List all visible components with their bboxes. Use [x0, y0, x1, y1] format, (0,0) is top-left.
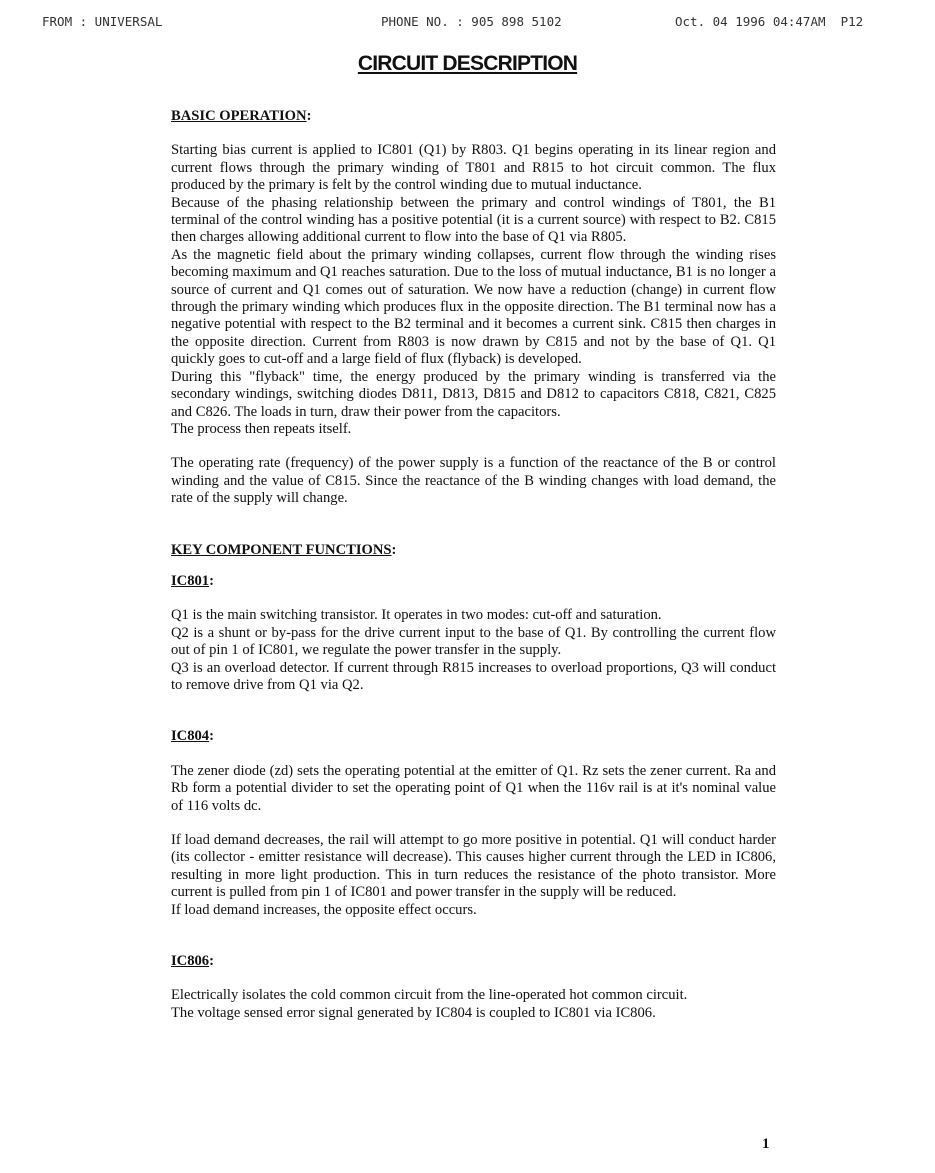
paragraph: The zener diode (zd) sets the operating potential at the emitter of Q1. Rz sets the zener current. Ra and Rb form a potential divider to set the operating point of Q1 when the 116v rail is at it's nominal value of 116 volts dc.: [171, 762, 776, 814]
paragraph: During this "flyback" time, the energy produced by the primary winding is transferred via the secondary windings, switching diodes D811, D813, D815 and D812 to capacitors C818, C821, C825 and C826. The loads in turn, draw their power from the capacitors.: [171, 368, 776, 420]
paragraph: The voltage sensed error signal generated by IC804 is coupled to IC801 via IC806.: [171, 1004, 656, 1021]
heading-text: IC806: [171, 953, 210, 970]
paragraph: Because of the phasing relationship between the primary and control windings of T801, the B1 terminal of the control winding has a positive potential (it is a current source) with respect to B2. C815 then charges allowing additional current to flow into the base of Q1 via R805.: [171, 194, 776, 246]
sub-heading-ic801: IC801:: [171, 572, 214, 589]
page-number: 1: [762, 1136, 770, 1152]
heading-text: BASIC OPERATION: [171, 108, 307, 124]
fax-phone: PHONE NO. : 905 898 5102: [381, 14, 562, 29]
heading-text: IC801: [171, 572, 210, 589]
paragraph: The operating rate (frequency) of the power supply is a function of the reactance of the B or control winding and the value of C815. Since the reactance of the B winding changes with load demand, the rate of the supply will change.: [171, 455, 776, 507]
sub-heading-ic804: IC804:: [171, 728, 214, 745]
fax-from: FROM : UNIVERSAL: [42, 14, 163, 29]
paragraph: The process then repeats itself.: [171, 420, 352, 437]
document-body: [171, 108, 776, 1022]
paragraph: Q1 is the main switching transistor. It operates in two modes: cut-off and saturation.: [171, 607, 662, 624]
paragraph: As the magnetic field about the primary winding collapses, current flow through the winding rises becoming maximum and Q1 reaches saturation. Due to the loss of mutual inductance, B1 is no longer a source of current and Q1 comes out of saturation. We now have a reduction (change) in current flow through the primary winding which produces flux in the opposite direction. The B1 terminal now has a negative potential with respect to the B2 terminal and it becomes a current sink. C815 then charges in the opposite direction. Current from R803 is now drawn by C815 and not by the base of Q1. Q1 quickly goes to cut-off and a large field of flux (flyback) is developed.: [171, 246, 776, 368]
paragraph: Q3 is an overload detector. If current through R815 increases to overload proportions, Q3 will conduct to remove drive from Q1 via Q2.: [171, 659, 776, 693]
page-title: CIRCUIT DESCRIPTION: [357, 52, 578, 75]
sub-heading-ic806: IC806:: [171, 953, 214, 970]
heading-text: IC804: [171, 728, 210, 745]
section-heading-basic-operation: BASIC OPERATION:: [171, 108, 312, 124]
paragraph: If load demand decreases, the rail will attempt to go more positive in potential. Q1 will conduct harder (its collector - emitter resistance will decrease). This causes higher current through the LED in IC806, resulting in more light production. This in turn reduces the resistance of the photo transistor. More current is pulled from pin 1 of IC801 and power transfer in the supply will be reduced.: [171, 832, 776, 901]
paragraph: Electrically isolates the cold common circuit from the line-operated hot common circuit.: [171, 987, 688, 1004]
fax-date-page: Oct. 04 1996 04:47AM P12: [675, 14, 864, 29]
heading-text: KEY COMPONENT FUNCTIONS: [171, 541, 392, 558]
paragraph: Starting bias current is applied to IC801 (Q1) by R803. Q1 begins operating in its linear region and current flows through the primary winding of T801 and R815 to hot circuit common. The flux produced by the primary is felt by the control winding due to mutual inductance.: [171, 142, 776, 194]
paragraph: Q2 is a shunt or by-pass for the drive current input to the base of Q1. By controlling the current flow out of pin 1 of IC801, we regulate the power transfer in the supply.: [171, 624, 776, 659]
paragraph: If load demand increases, the opposite effect occurs.: [171, 901, 477, 918]
section-heading-key-components: KEY COMPONENT FUNCTIONS:: [171, 541, 397, 558]
fax-header: [0, 14, 935, 34]
